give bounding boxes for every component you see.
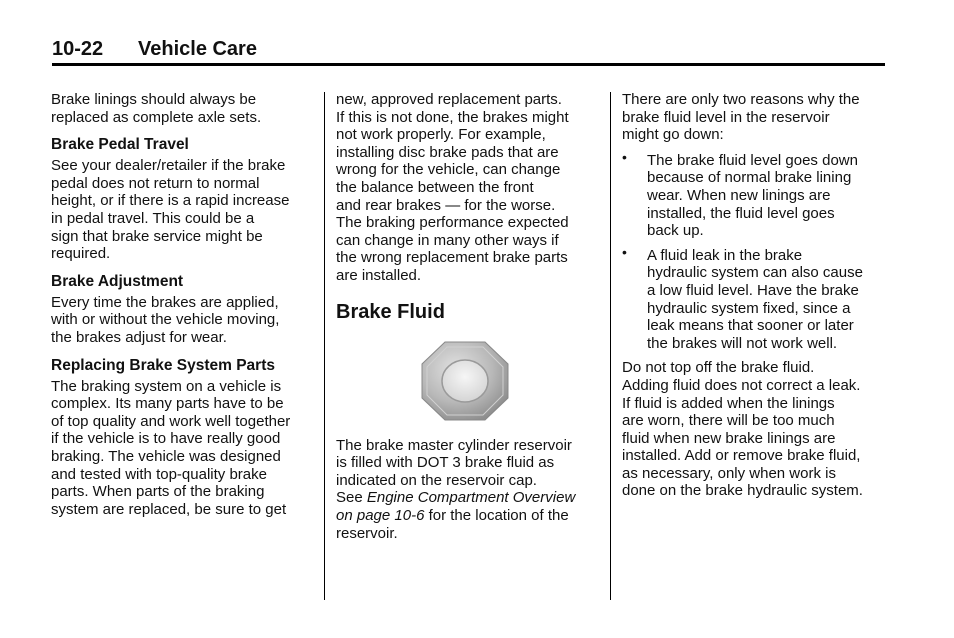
text-line: braking. The vehicle was designed xyxy=(51,447,281,465)
text-line xyxy=(336,489,601,507)
text-line: wrong for the vehicle, can change xyxy=(336,161,561,179)
text-line: and rear brakes — for the worse. xyxy=(336,196,556,214)
text-line: reservoir. xyxy=(336,524,398,542)
link-engine-compartment-overview[interactable]: Engine Compartment Overview xyxy=(366,489,576,507)
header-rule xyxy=(52,63,885,66)
text-line: Do not top off the brake fluid. xyxy=(622,359,815,377)
heading-brake-pedal-travel: Brake Pedal Travel xyxy=(51,136,189,154)
column-2 xyxy=(336,91,601,542)
text-line: of top quality and work well together xyxy=(51,412,291,430)
text-line: back up. xyxy=(647,222,704,240)
text-line: The brake fluid level goes down xyxy=(647,151,858,169)
text-line: might go down: xyxy=(622,126,724,144)
text-line: because of normal brake lining xyxy=(647,169,852,187)
column-divider-2 xyxy=(610,92,611,600)
text-line: hydraulic system fixed, since a xyxy=(647,299,851,317)
text-line: There are only two reasons why the xyxy=(622,91,860,108)
column-3 xyxy=(622,91,887,500)
bullet-list xyxy=(622,148,887,353)
text-line: If fluid is added when the linings xyxy=(622,394,835,412)
heading-replacing-brake-system-parts: Replacing Brake System Parts xyxy=(51,356,275,374)
text-line: the brakes adjust for wear. xyxy=(51,328,227,346)
text-line: The brake master cylinder reservoir xyxy=(336,436,572,454)
text-line: as necessary, only when work is xyxy=(622,464,836,482)
text-line: brake fluid level in the reservoir xyxy=(622,108,830,126)
list-item xyxy=(622,243,887,353)
text-line: installing disc brake pads that are xyxy=(336,143,559,161)
text-line: are installed. xyxy=(336,266,422,284)
text-line: installed. Add or remove brake fluid, xyxy=(622,447,861,465)
text-line: parts. When parts of the braking xyxy=(51,483,265,501)
text-line: fluid when new brake linings are xyxy=(622,429,836,447)
text-line: the wrong replacement brake parts xyxy=(336,249,568,267)
text-line: See your dealer/retailer if the brake xyxy=(51,157,286,175)
list-item xyxy=(622,148,887,240)
text-line: required. xyxy=(51,245,111,263)
text-line: Brake linings should always be xyxy=(51,91,257,108)
text-line: A fluid leak in the brake xyxy=(647,246,803,264)
text-line: The braking system on a vehicle is xyxy=(51,377,282,395)
text-line: wear. When new linings are xyxy=(647,186,831,204)
text-line: The braking performance expected xyxy=(336,214,569,232)
text-line: pedal does not return to normal xyxy=(51,174,260,192)
column-1 xyxy=(51,91,313,518)
page-number: 10-22 xyxy=(52,38,104,60)
text-line: if the vehicle is to have really good xyxy=(51,430,281,448)
see-prefix: See xyxy=(336,489,367,507)
text-line: with or without the vehicle moving, xyxy=(51,311,280,329)
text-line: complex. Its many parts have to be xyxy=(51,395,284,413)
text-line: Adding fluid does not correct a leak. xyxy=(622,376,861,394)
text-line: not work properly. For example, xyxy=(336,126,546,144)
column-divider-1 xyxy=(324,92,325,600)
text-line: indicated on the reservoir cap. xyxy=(336,471,537,489)
text-line xyxy=(336,507,601,525)
text-line: replaced as complete axle sets. xyxy=(51,108,262,126)
heading-brake-fluid: Brake Fluid xyxy=(336,300,445,323)
text-line: If this is not done, the brakes might xyxy=(336,108,569,126)
link-page-ref[interactable]: on page 10-6 xyxy=(336,506,425,524)
text-line: done on the brake hydraulic system. xyxy=(622,482,863,500)
text-line: the brakes will not work well. xyxy=(647,334,838,352)
text-line: height, or if there is a rapid increase xyxy=(51,192,290,210)
text-line: new, approved replacement parts. xyxy=(336,91,562,108)
bullet-icon: • xyxy=(622,148,627,165)
text-line: is filled with DOT 3 brake fluid as xyxy=(336,454,555,472)
text-line: system are replaced, be sure to get xyxy=(51,500,287,518)
text-line: and tested with top-quality brake xyxy=(51,465,267,483)
text-line: installed, the fluid level goes xyxy=(647,204,835,222)
text-line: hydraulic system can also cause xyxy=(647,264,863,282)
text-line: the balance between the front xyxy=(336,178,534,196)
text-line: sign that brake service might be xyxy=(51,227,263,245)
heading-brake-adjustment: Brake Adjustment xyxy=(51,272,184,290)
see-suffix: for the location of the xyxy=(424,506,569,524)
brake-fluid-cap-icon xyxy=(420,340,510,422)
bullet-icon: • xyxy=(622,243,627,260)
text-line: in pedal travel. This could be a xyxy=(51,209,255,227)
text-line: a low fluid level. Have the brake xyxy=(647,281,859,299)
text-line: Every time the brakes are applied, xyxy=(51,293,279,311)
text-line: leak means that sooner or later xyxy=(647,317,854,335)
text-line: can change in many other ways if xyxy=(336,231,559,249)
text-line: are worn, there will be too much xyxy=(622,412,835,430)
section-title: Vehicle Care xyxy=(138,38,257,60)
